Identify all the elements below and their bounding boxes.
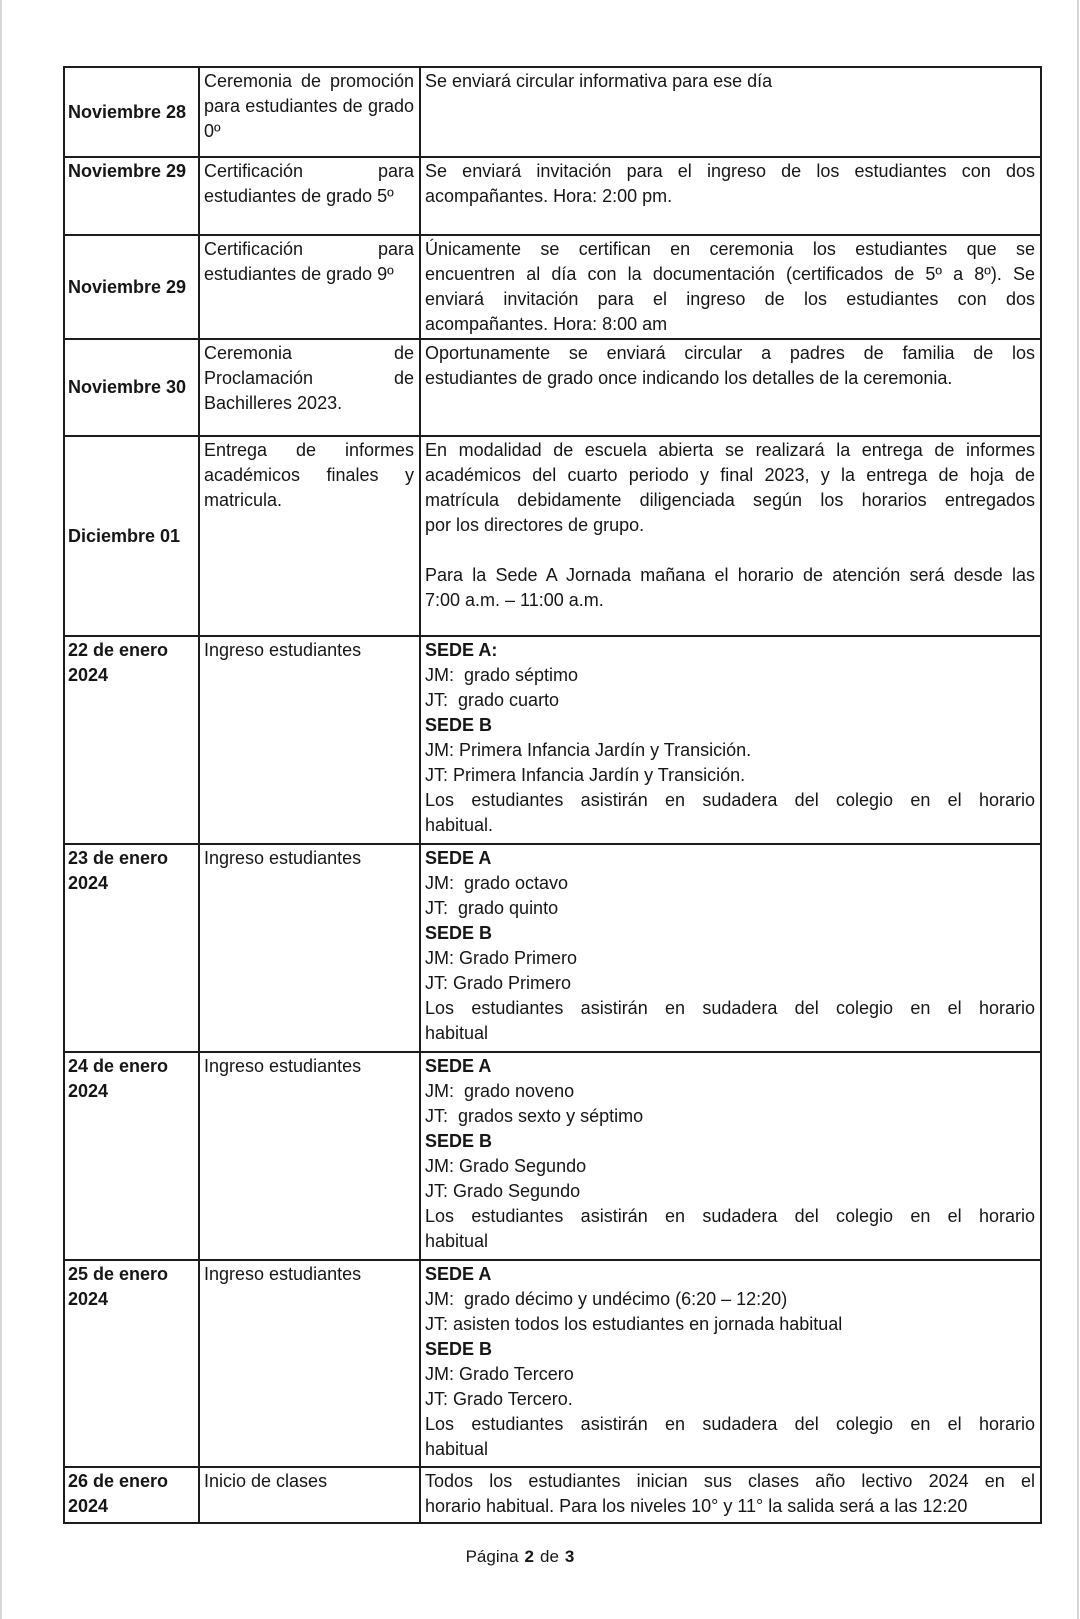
text-line: Ingreso estudiantes <box>204 848 362 868</box>
text-line: encuentren al día con la documentación (certificados de 5º a 8º). Se <box>425 264 1035 284</box>
text-line: JM: grado décimo y undécimo (6:20 – 12:20) <box>425 1289 788 1309</box>
footer-page-label: Página <box>465 1547 519 1566</box>
text-line: Únicamente se certifican en ceremonia los estudiantes que se <box>425 239 1035 259</box>
text-line: Oportunamente se enviará circular a padres de familia de los <box>425 343 1035 363</box>
text-line: JM: Primera Infancia Jardín y Transición. <box>425 740 752 760</box>
description-cell <box>420 339 1041 436</box>
text-line: JT: grado cuarto <box>425 690 560 710</box>
date-cell <box>64 436 199 636</box>
text-line: SEDE A: <box>425 640 498 660</box>
table-row <box>64 235 1041 339</box>
text-line: JT: Primera Infancia Jardín y Transición. <box>425 765 746 785</box>
text-line: JT: Grado Primero <box>425 973 572 993</box>
text-line: habitual <box>425 1023 489 1043</box>
description-cell <box>420 1260 1041 1467</box>
text-line: Entrega de informes <box>204 440 414 460</box>
table-row <box>64 67 1041 157</box>
date-cell <box>64 157 199 235</box>
page-edge-right <box>1077 0 1079 1619</box>
text-line: Ingreso estudiantes <box>204 1056 362 1076</box>
text-line: JM: grado noveno <box>425 1081 575 1101</box>
event-cell <box>199 339 420 436</box>
text-line: JM: Grado Tercero <box>425 1364 574 1384</box>
text-line: Ingreso estudiantes <box>204 640 362 660</box>
table-row <box>64 1052 1041 1260</box>
text-line: Inicio de clases <box>204 1471 328 1491</box>
text-line: enviará invitación para el ingreso de los estudiantes con dos <box>425 289 1035 309</box>
text-line: por los directores de grupo. <box>425 515 645 535</box>
date-cell <box>64 1052 199 1260</box>
table-row <box>64 1260 1041 1467</box>
text-line: Ceremonia de <box>204 343 414 363</box>
text-line: estudiantes de grado once indicando los detalles de la ceremonia. <box>425 368 953 388</box>
text-line: Ingreso estudiantes <box>204 1264 362 1284</box>
text-line: JM: grado octavo <box>425 873 569 893</box>
text-line: Los estudiantes asistirán en sudadera del colegio en el horario <box>425 790 1035 810</box>
text-line: JT: asisten todos los estudiantes en jornada habitual <box>425 1314 843 1334</box>
table-row <box>64 436 1041 636</box>
table-row <box>64 157 1041 235</box>
date-cell <box>64 67 199 157</box>
text-line: matricula. <box>204 490 283 510</box>
event-cell <box>199 844 420 1052</box>
text-line: horario habitual. Para los niveles 10° y 11° la salida será a las 12:20 <box>425 1496 968 1516</box>
description-cell <box>420 844 1041 1052</box>
date-cell <box>64 844 199 1052</box>
text-line: académicos finales y <box>204 465 414 485</box>
date-label: 22 de enero 2024 <box>68 640 169 685</box>
page-edge-left <box>0 0 2 1619</box>
footer-of-label: de <box>540 1547 559 1566</box>
text-line: acompañantes. Hora: 2:00 pm. <box>425 186 673 206</box>
event-cell <box>199 67 420 157</box>
event-cell <box>199 1052 420 1260</box>
footer-page-total: 3 <box>564 1547 575 1566</box>
text-line: 7:00 a.m. – 11:00 a.m. <box>425 590 604 610</box>
table-row <box>64 1467 1041 1523</box>
footer-page-number: 2 <box>524 1547 534 1566</box>
text-line: SEDE B <box>425 923 493 943</box>
text-line: habitual <box>425 1231 489 1251</box>
table-row <box>64 844 1041 1052</box>
text-line: Se enviará invitación para el ingreso de los estudiantes con dos <box>425 161 1035 181</box>
event-cell <box>199 235 420 339</box>
text-line: SEDE A <box>425 1264 492 1284</box>
event-cell <box>199 1260 420 1467</box>
description-cell <box>420 636 1041 844</box>
date-cell <box>64 1467 199 1523</box>
text-line: matrícula debidamente diligenciada según los horarios entregados <box>425 490 1035 510</box>
text-line: SEDE B <box>425 1339 493 1359</box>
date-cell <box>64 1260 199 1467</box>
event-cell <box>199 157 420 235</box>
text-line: Los estudiantes asistirán en sudadera del colegio en el horario <box>425 998 1035 1018</box>
date-label: Noviembre 30 <box>68 377 187 397</box>
date-label: 23 de enero 2024 <box>68 848 169 893</box>
text-line: Todos los estudiantes inician sus clases año lectivo 2024 en el <box>425 1471 1035 1491</box>
text-line: Los estudiantes asistirán en sudadera del colegio en el horario <box>425 1414 1035 1434</box>
text-line: habitual <box>425 1439 489 1459</box>
date-label: Noviembre 29 <box>68 161 187 181</box>
text-line: JT: grados sexto y séptimo <box>425 1106 644 1126</box>
event-cell <box>199 636 420 844</box>
text-line: habitual. <box>425 815 494 835</box>
text-line: JT: Grado Tercero. <box>425 1389 573 1409</box>
text-line <box>425 538 1035 563</box>
description-cell <box>420 1467 1041 1523</box>
date-cell <box>64 636 199 844</box>
table-row <box>64 636 1041 844</box>
text-line: SEDE B <box>425 715 493 735</box>
text-line: para estudiantes de grado <box>204 96 414 116</box>
table-row <box>64 339 1041 436</box>
text-line: académicos del cuarto periodo y final 2023, y la entrega de hoja de <box>425 465 1035 485</box>
text-line: Para la Sede A Jornada mañana el horario de atención será desde las <box>425 565 1035 585</box>
description-cell <box>420 235 1041 339</box>
date-label: 24 de enero 2024 <box>68 1056 169 1101</box>
date-label: 25 de enero 2024 <box>68 1264 169 1309</box>
text-line: JT: Grado Segundo <box>425 1181 581 1201</box>
text-line: 0º <box>204 121 221 141</box>
description-cell <box>420 1052 1041 1260</box>
date-label: Noviembre 28 <box>68 101 187 122</box>
event-cell <box>199 1467 420 1523</box>
description-cell <box>420 67 1041 157</box>
text-line: JM: Grado Primero <box>425 948 578 968</box>
description-cell <box>420 157 1041 235</box>
text-line: Los estudiantes asistirán en sudadera del colegio en el horario <box>425 1206 1035 1226</box>
text-line: Se enviará circular informativa para ese día <box>425 71 773 91</box>
text-line: Certificación para <box>204 161 414 181</box>
date-label: Diciembre 01 <box>68 525 181 546</box>
text-line: acompañantes. Hora: 8:00 am <box>425 314 668 334</box>
text-line: Proclamación de <box>204 368 414 388</box>
text-line: JT: grado quinto <box>425 898 559 918</box>
text-line: JM: grado séptimo <box>425 665 579 685</box>
date-cell <box>64 235 199 339</box>
text-line: Bachilleres 2023. <box>204 393 343 413</box>
calendar-table <box>63 66 1042 1524</box>
text-line: SEDE A <box>425 1056 492 1076</box>
date-label: 26 de enero 2024 <box>68 1471 169 1516</box>
text-line: JM: Grado Segundo <box>425 1156 587 1176</box>
text-line: SEDE B <box>425 1131 493 1151</box>
event-cell <box>199 436 420 636</box>
text-line: Certificación para <box>204 239 414 259</box>
text-line: estudiantes de grado 9º <box>204 264 394 284</box>
text-line: estudiantes de grado 5º <box>204 186 394 206</box>
text-line: Ceremonia de promoción <box>204 71 414 91</box>
date-label: Noviembre 29 <box>68 276 187 297</box>
description-cell <box>420 436 1041 636</box>
date-cell <box>64 339 199 436</box>
text-line: SEDE A <box>425 848 492 868</box>
text-line: En modalidad de escuela abierta se realizará la entrega de informes <box>425 440 1035 460</box>
page-footer <box>0 1545 1040 1569</box>
